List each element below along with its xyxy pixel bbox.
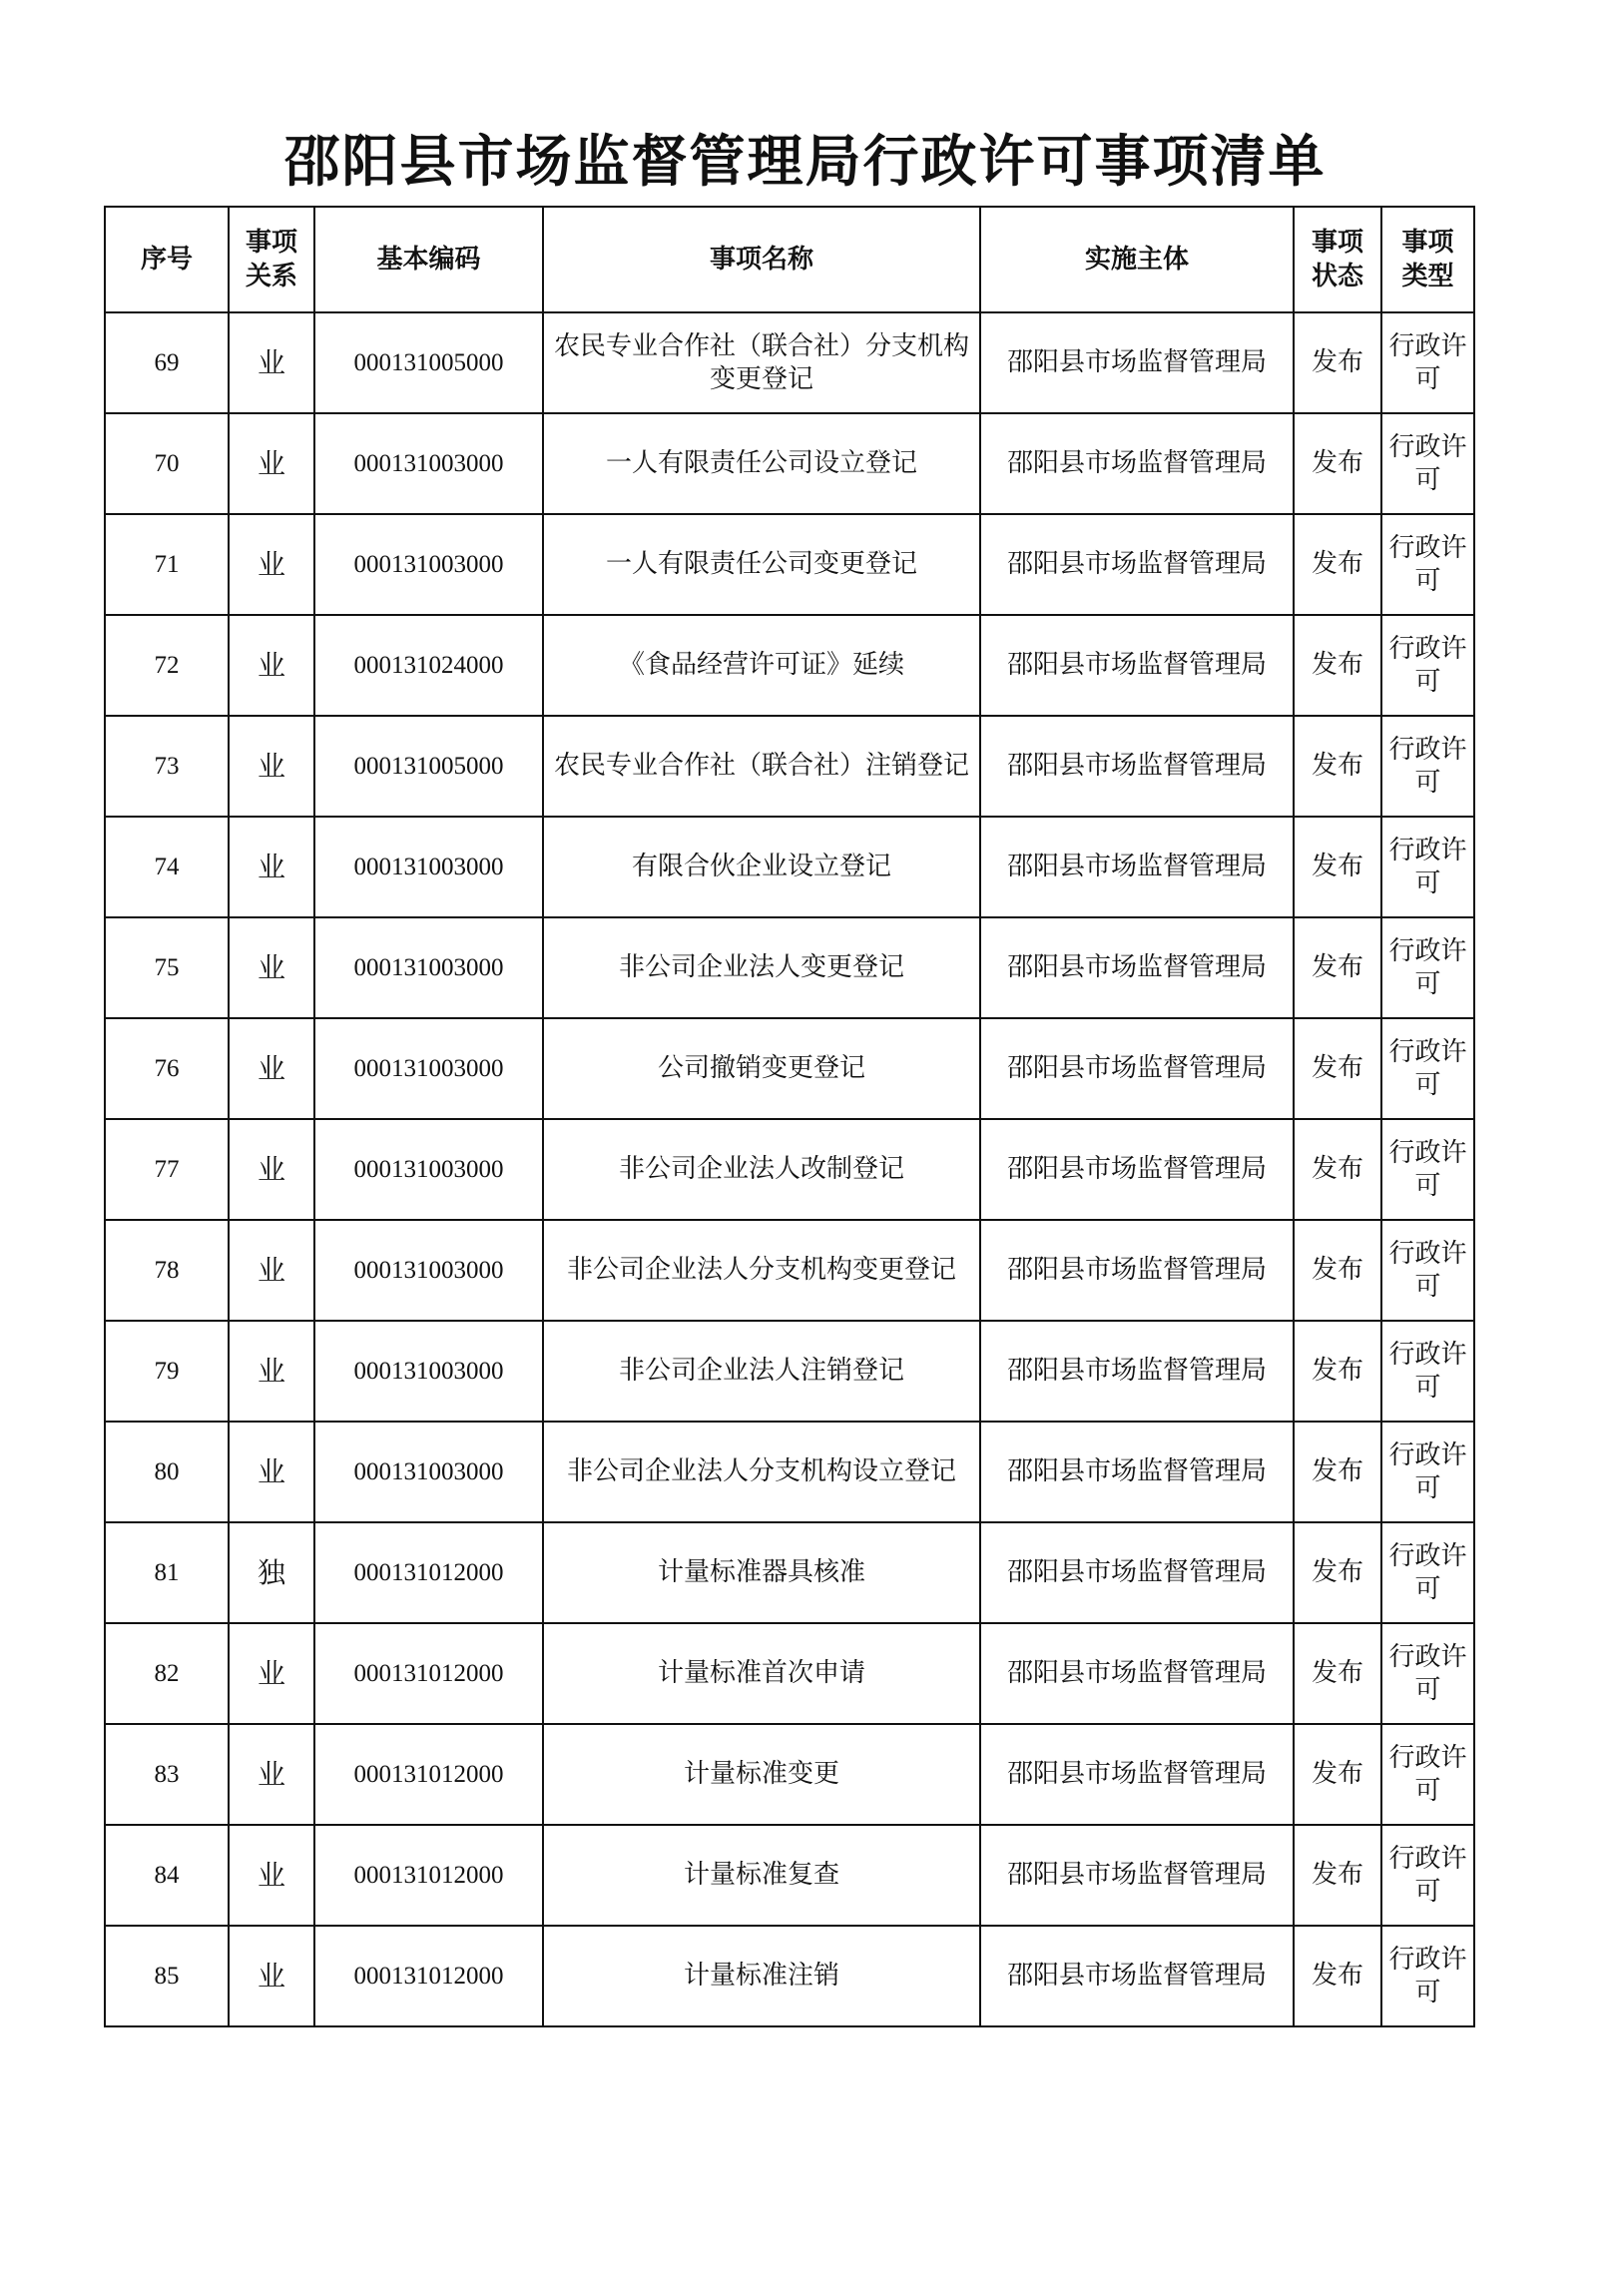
cell-code: 000131005000 (314, 312, 543, 413)
cell-seq: 81 (105, 1522, 229, 1623)
cell-status: 发布 (1294, 312, 1381, 413)
table-row (105, 1321, 1474, 1422)
cell-type: 行政许可 (1381, 1220, 1474, 1321)
cell-name: 公司撤销变更登记 (543, 1018, 980, 1119)
cell-subject: 邵阳县市场监督管理局 (980, 1220, 1294, 1321)
cell-subject: 邵阳县市场监督管理局 (980, 312, 1294, 413)
header-code: 基本编码 (314, 207, 543, 312)
cell-relation: 业 (229, 1018, 314, 1119)
cell-subject: 邵阳县市场监督管理局 (980, 1926, 1294, 2026)
cell-seq: 71 (105, 514, 229, 615)
cell-subject: 邵阳县市场监督管理局 (980, 917, 1294, 1018)
cell-status: 发布 (1294, 1926, 1381, 2026)
cell-relation: 业 (229, 1825, 314, 1926)
cell-type: 行政许可 (1381, 716, 1474, 817)
cell-type: 行政许可 (1381, 1522, 1474, 1623)
cell-name: 计量标准变更 (543, 1724, 980, 1825)
cell-seq: 85 (105, 1926, 229, 2026)
cell-name: 计量标准器具核准 (543, 1522, 980, 1623)
cell-status: 发布 (1294, 1422, 1381, 1522)
table-row (105, 1724, 1474, 1825)
cell-subject: 邵阳县市场监督管理局 (980, 1119, 1294, 1220)
cell-subject: 邵阳县市场监督管理局 (980, 1018, 1294, 1119)
header-relation: 事项 关系 (229, 207, 314, 312)
permit-table (104, 206, 1475, 2027)
cell-subject: 邵阳县市场监督管理局 (980, 817, 1294, 917)
cell-seq: 79 (105, 1321, 229, 1422)
cell-code: 000131005000 (314, 716, 543, 817)
cell-status: 发布 (1294, 615, 1381, 716)
cell-type: 行政许可 (1381, 514, 1474, 615)
cell-seq: 77 (105, 1119, 229, 1220)
cell-type: 行政许可 (1381, 1623, 1474, 1724)
cell-code: 000131003000 (314, 1119, 543, 1220)
cell-status: 发布 (1294, 1522, 1381, 1623)
table-row (105, 413, 1474, 514)
cell-code: 000131012000 (314, 1926, 543, 2026)
cell-name: 一人有限责任公司变更登记 (543, 514, 980, 615)
cell-relation: 业 (229, 312, 314, 413)
cell-seq: 69 (105, 312, 229, 413)
page-title: 邵阳县市场监督管理局行政许可事项清单 (283, 130, 1327, 195)
cell-subject: 邵阳县市场监督管理局 (980, 1825, 1294, 1926)
cell-relation: 业 (229, 817, 314, 917)
cell-relation: 业 (229, 1119, 314, 1220)
header-subject: 实施主体 (980, 207, 1294, 312)
cell-seq: 74 (105, 817, 229, 917)
cell-code: 000131012000 (314, 1724, 543, 1825)
cell-name: 非公司企业法人注销登记 (543, 1321, 980, 1422)
cell-relation: 业 (229, 1926, 314, 2026)
cell-status: 发布 (1294, 514, 1381, 615)
cell-seq: 84 (105, 1825, 229, 1926)
cell-code: 000131003000 (314, 817, 543, 917)
cell-name: 农民专业合作社（联合社）分支机构变更登记 (543, 312, 980, 413)
cell-status: 发布 (1294, 1623, 1381, 1724)
cell-status: 发布 (1294, 1825, 1381, 1926)
header-seq: 序号 (105, 207, 229, 312)
cell-relation: 业 (229, 917, 314, 1018)
cell-relation: 业 (229, 1623, 314, 1724)
table-row (105, 1825, 1474, 1926)
table-row (105, 817, 1474, 917)
cell-type: 行政许可 (1381, 1119, 1474, 1220)
cell-relation: 业 (229, 716, 314, 817)
cell-seq: 76 (105, 1018, 229, 1119)
cell-subject: 邵阳县市场监督管理局 (980, 615, 1294, 716)
cell-type: 行政许可 (1381, 1724, 1474, 1825)
table-row (105, 1623, 1474, 1724)
cell-status: 发布 (1294, 817, 1381, 917)
cell-seq: 72 (105, 615, 229, 716)
cell-code: 000131003000 (314, 1220, 543, 1321)
cell-code: 000131012000 (314, 1623, 543, 1724)
cell-relation: 业 (229, 1724, 314, 1825)
cell-status: 发布 (1294, 1724, 1381, 1825)
cell-code: 000131003000 (314, 1018, 543, 1119)
cell-seq: 75 (105, 917, 229, 1018)
cell-name: 非公司企业法人变更登记 (543, 917, 980, 1018)
cell-name: 计量标准首次申请 (543, 1623, 980, 1724)
table-row (105, 1018, 1474, 1119)
cell-status: 发布 (1294, 1321, 1381, 1422)
cell-code: 000131012000 (314, 1825, 543, 1926)
cell-code: 000131012000 (314, 1522, 543, 1623)
cell-seq: 73 (105, 716, 229, 817)
cell-status: 发布 (1294, 1220, 1381, 1321)
cell-relation: 业 (229, 413, 314, 514)
cell-code: 000131003000 (314, 1422, 543, 1522)
cell-status: 发布 (1294, 413, 1381, 514)
table-row (105, 1422, 1474, 1522)
cell-status: 发布 (1294, 1119, 1381, 1220)
header-name: 事项名称 (543, 207, 980, 312)
cell-name: 非公司企业法人改制登记 (543, 1119, 980, 1220)
cell-code: 000131003000 (314, 514, 543, 615)
cell-relation: 业 (229, 1220, 314, 1321)
cell-relation: 业 (229, 514, 314, 615)
header-type: 事项 类型 (1381, 207, 1474, 312)
cell-subject: 邵阳县市场监督管理局 (980, 514, 1294, 615)
cell-code: 000131003000 (314, 917, 543, 1018)
cell-type: 行政许可 (1381, 1422, 1474, 1522)
cell-code: 000131003000 (314, 413, 543, 514)
cell-relation: 独 (229, 1522, 314, 1623)
cell-seq: 83 (105, 1724, 229, 1825)
cell-type: 行政许可 (1381, 817, 1474, 917)
cell-relation: 业 (229, 1321, 314, 1422)
cell-subject: 邵阳县市场监督管理局 (980, 1321, 1294, 1422)
table-row (105, 716, 1474, 817)
cell-name: 有限合伙企业设立登记 (543, 817, 980, 917)
table-row (105, 1220, 1474, 1321)
cell-subject: 邵阳县市场监督管理局 (980, 1724, 1294, 1825)
cell-subject: 邵阳县市场监督管理局 (980, 1422, 1294, 1522)
cell-name: 非公司企业法人分支机构变更登记 (543, 1220, 980, 1321)
cell-type: 行政许可 (1381, 917, 1474, 1018)
cell-name: 计量标准复查 (543, 1825, 980, 1926)
cell-subject: 邵阳县市场监督管理局 (980, 413, 1294, 514)
cell-name: 非公司企业法人分支机构设立登记 (543, 1422, 980, 1522)
cell-code: 000131024000 (314, 615, 543, 716)
cell-subject: 邵阳县市场监督管理局 (980, 716, 1294, 817)
cell-name: 农民专业合作社（联合社）注销登记 (543, 716, 980, 817)
table-row (105, 514, 1474, 615)
cell-type: 行政许可 (1381, 1018, 1474, 1119)
cell-subject: 邵阳县市场监督管理局 (980, 1522, 1294, 1623)
cell-status: 发布 (1294, 1018, 1381, 1119)
header-status: 事项 状态 (1294, 207, 1381, 312)
cell-status: 发布 (1294, 917, 1381, 1018)
cell-relation: 业 (229, 615, 314, 716)
table-row (105, 917, 1474, 1018)
cell-subject: 邵阳县市场监督管理局 (980, 1623, 1294, 1724)
table-row (105, 312, 1474, 413)
cell-seq: 78 (105, 1220, 229, 1321)
cell-name: 一人有限责任公司设立登记 (543, 413, 980, 514)
cell-seq: 82 (105, 1623, 229, 1724)
cell-type: 行政许可 (1381, 312, 1474, 413)
cell-relation: 业 (229, 1422, 314, 1522)
cell-type: 行政许可 (1381, 1825, 1474, 1926)
cell-status: 发布 (1294, 716, 1381, 817)
cell-type: 行政许可 (1381, 1926, 1474, 2026)
table-row (105, 1522, 1474, 1623)
table-row (105, 615, 1474, 716)
cell-name: 计量标准注销 (543, 1926, 980, 2026)
cell-type: 行政许可 (1381, 615, 1474, 716)
cell-seq: 70 (105, 413, 229, 514)
cell-seq: 80 (105, 1422, 229, 1522)
cell-code: 000131003000 (314, 1321, 543, 1422)
cell-type: 行政许可 (1381, 1321, 1474, 1422)
cell-name: 《食品经营许可证》延续 (543, 615, 980, 716)
cell-type: 行政许可 (1381, 413, 1474, 514)
table-header-row (105, 207, 1474, 312)
table-row (105, 1119, 1474, 1220)
table-row (105, 1926, 1474, 2026)
